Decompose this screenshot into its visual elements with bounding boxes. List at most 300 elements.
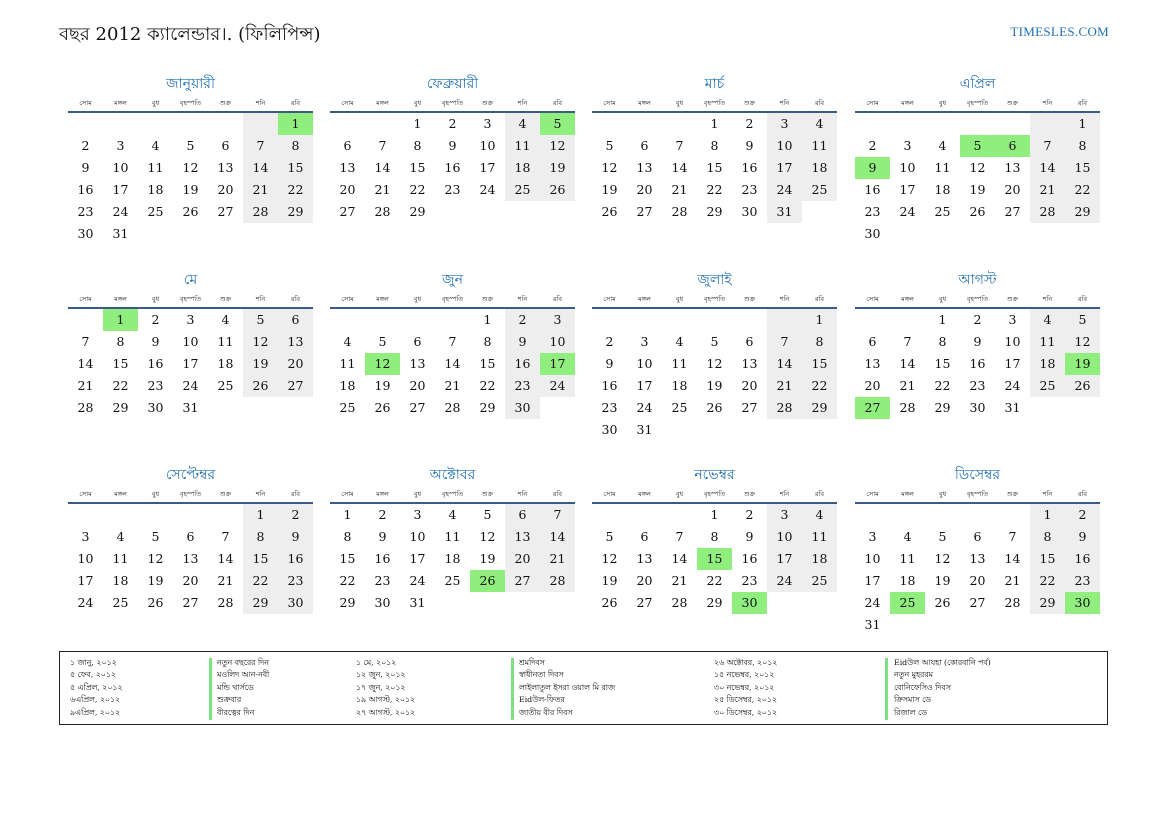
date-cell[interactable]: 31 bbox=[1004, 400, 1021, 415]
date-cell[interactable]: 29 bbox=[112, 400, 129, 415]
date-cell[interactable]: 30 bbox=[741, 204, 758, 219]
date-cell[interactable]: 12 bbox=[969, 160, 986, 175]
date-cell[interactable]: 20 bbox=[339, 182, 356, 197]
date-cell[interactable]: 22 bbox=[802, 375, 837, 397]
date-cell[interactable]: 18 bbox=[339, 378, 356, 393]
date-cell[interactable]: 20 bbox=[278, 353, 313, 375]
holiday-date-cell[interactable]: 30 bbox=[1065, 592, 1100, 614]
date-cell[interactable]: 5 bbox=[938, 529, 947, 544]
date-cell[interactable]: 11 bbox=[934, 160, 951, 175]
date-cell[interactable]: 29 bbox=[479, 400, 496, 415]
date-cell[interactable]: 11 bbox=[1030, 331, 1065, 353]
date-cell[interactable]: 25 bbox=[802, 179, 837, 201]
date-cell[interactable]: 26 bbox=[601, 204, 618, 219]
date-cell[interactable]: 27 bbox=[182, 595, 199, 610]
date-cell[interactable]: 27 bbox=[217, 204, 234, 219]
date-cell[interactable]: 17 bbox=[767, 548, 802, 570]
date-cell[interactable]: 23 bbox=[278, 570, 313, 592]
date-cell[interactable]: 25 bbox=[147, 204, 164, 219]
date-cell[interactable]: 31 bbox=[636, 422, 653, 437]
date-cell[interactable]: 19 bbox=[243, 353, 278, 375]
date-cell[interactable]: 25 bbox=[339, 400, 356, 415]
date-cell[interactable]: 3 bbox=[640, 334, 649, 349]
date-cell[interactable]: 10 bbox=[899, 160, 916, 175]
date-cell[interactable]: 29 bbox=[706, 204, 723, 219]
date-cell[interactable]: 31 bbox=[767, 201, 802, 223]
date-cell[interactable]: 4 bbox=[343, 334, 352, 349]
date-cell[interactable]: 25 bbox=[802, 570, 837, 592]
date-cell[interactable]: 17 bbox=[409, 551, 426, 566]
date-cell[interactable]: 21 bbox=[899, 378, 916, 393]
holiday-date-cell[interactable]: 5 bbox=[540, 113, 575, 135]
date-cell[interactable]: 28 bbox=[217, 595, 234, 610]
date-cell[interactable]: 7 bbox=[448, 334, 457, 349]
date-cell[interactable]: 1 bbox=[413, 116, 422, 131]
date-cell[interactable]: 5 bbox=[1065, 309, 1100, 331]
date-cell[interactable]: 24 bbox=[409, 573, 426, 588]
date-cell[interactable]: 19 bbox=[479, 551, 496, 566]
date-cell[interactable]: 12 bbox=[601, 160, 618, 175]
date-cell[interactable]: 27 bbox=[636, 204, 653, 219]
date-cell[interactable]: 7 bbox=[1008, 529, 1017, 544]
date-cell[interactable]: 21 bbox=[1004, 573, 1021, 588]
date-cell[interactable]: 18 bbox=[112, 573, 129, 588]
date-cell[interactable]: 6 bbox=[640, 138, 649, 153]
date-cell[interactable]: 6 bbox=[973, 529, 982, 544]
date-cell[interactable]: 25 bbox=[671, 400, 688, 415]
date-cell[interactable]: 8 bbox=[343, 529, 352, 544]
date-cell[interactable]: 15 bbox=[243, 548, 278, 570]
date-cell[interactable]: 8 bbox=[1065, 135, 1100, 157]
date-cell[interactable]: 3 bbox=[540, 309, 575, 331]
date-cell[interactable]: 2 bbox=[448, 116, 457, 131]
date-cell[interactable]: 26 bbox=[969, 204, 986, 219]
date-cell[interactable]: 20 bbox=[217, 182, 234, 197]
date-cell[interactable]: 18 bbox=[1030, 353, 1065, 375]
date-cell[interactable]: 16 bbox=[147, 356, 164, 371]
date-cell[interactable]: 18 bbox=[147, 182, 164, 197]
date-cell[interactable]: 30 bbox=[77, 226, 94, 241]
date-cell[interactable]: 31 bbox=[864, 617, 881, 632]
date-cell[interactable]: 29 bbox=[1030, 592, 1065, 614]
date-cell[interactable]: 24 bbox=[77, 595, 94, 610]
date-cell[interactable]: 24 bbox=[540, 375, 575, 397]
date-cell[interactable]: 22 bbox=[112, 378, 129, 393]
date-cell[interactable]: 13 bbox=[505, 526, 540, 548]
date-cell[interactable]: 19 bbox=[969, 182, 986, 197]
date-cell[interactable]: 5 bbox=[605, 529, 614, 544]
date-cell[interactable]: 18 bbox=[444, 551, 461, 566]
holiday-date-cell[interactable]: 9 bbox=[855, 157, 890, 179]
date-cell[interactable]: 16 bbox=[864, 182, 881, 197]
date-cell[interactable]: 9 bbox=[505, 331, 540, 353]
date-cell[interactable]: 15 bbox=[278, 157, 313, 179]
date-cell[interactable]: 14 bbox=[217, 551, 234, 566]
date-cell[interactable]: 17 bbox=[1004, 356, 1021, 371]
date-cell[interactable]: 18 bbox=[899, 573, 916, 588]
date-cell[interactable]: 16 bbox=[444, 160, 461, 175]
date-cell[interactable]: 8 bbox=[116, 334, 125, 349]
holiday-date-cell[interactable]: 1 bbox=[278, 113, 313, 135]
date-cell[interactable]: 3 bbox=[116, 138, 125, 153]
date-cell[interactable]: 12 bbox=[182, 160, 199, 175]
date-cell[interactable]: 6 bbox=[278, 309, 313, 331]
date-cell[interactable]: 8 bbox=[1030, 526, 1065, 548]
date-cell[interactable]: 27 bbox=[339, 204, 356, 219]
date-cell[interactable]: 12 bbox=[540, 135, 575, 157]
date-cell[interactable]: 27 bbox=[741, 400, 758, 415]
date-cell[interactable]: 28 bbox=[444, 400, 461, 415]
date-cell[interactable]: 5 bbox=[151, 529, 160, 544]
date-cell[interactable]: 20 bbox=[636, 573, 653, 588]
date-cell[interactable]: 13 bbox=[278, 331, 313, 353]
date-cell[interactable]: 16 bbox=[741, 160, 758, 175]
date-cell[interactable]: 14 bbox=[1004, 551, 1021, 566]
date-cell[interactable]: 7 bbox=[540, 504, 575, 526]
date-cell[interactable]: 10 bbox=[767, 526, 802, 548]
date-cell[interactable]: 22 bbox=[1030, 570, 1065, 592]
date-cell[interactable]: 15 bbox=[112, 356, 129, 371]
date-cell[interactable]: 11 bbox=[217, 334, 234, 349]
date-cell[interactable]: 19 bbox=[601, 182, 618, 197]
date-cell[interactable]: 19 bbox=[374, 378, 391, 393]
date-cell[interactable]: 4 bbox=[116, 529, 125, 544]
date-cell[interactable]: 23 bbox=[741, 573, 758, 588]
date-cell[interactable]: 8 bbox=[710, 138, 719, 153]
date-cell[interactable]: 5 bbox=[605, 138, 614, 153]
date-cell[interactable]: 3 bbox=[413, 507, 422, 522]
date-cell[interactable]: 12 bbox=[706, 356, 723, 371]
date-cell[interactable]: 29 bbox=[706, 595, 723, 610]
date-cell[interactable]: 20 bbox=[182, 573, 199, 588]
date-cell[interactable]: 6 bbox=[640, 529, 649, 544]
date-cell[interactable]: 11 bbox=[899, 551, 916, 566]
date-cell[interactable]: 16 bbox=[969, 356, 986, 371]
date-cell[interactable]: 17 bbox=[636, 378, 653, 393]
date-cell[interactable]: 2 bbox=[278, 504, 313, 526]
date-cell[interactable]: 15 bbox=[934, 356, 951, 371]
date-cell[interactable]: 17 bbox=[479, 160, 496, 175]
date-cell[interactable]: 15 bbox=[339, 551, 356, 566]
date-cell[interactable]: 23 bbox=[374, 573, 391, 588]
date-cell[interactable]: 25 bbox=[505, 179, 540, 201]
date-cell[interactable]: 1 bbox=[802, 309, 837, 331]
date-cell[interactable]: 10 bbox=[1004, 334, 1021, 349]
date-cell[interactable]: 19 bbox=[706, 378, 723, 393]
date-cell[interactable]: 17 bbox=[767, 157, 802, 179]
date-cell[interactable]: 10 bbox=[112, 160, 129, 175]
date-cell[interactable]: 1 bbox=[1065, 113, 1100, 135]
date-cell[interactable]: 18 bbox=[671, 378, 688, 393]
date-cell[interactable]: 26 bbox=[934, 595, 951, 610]
date-cell[interactable]: 7 bbox=[243, 135, 278, 157]
date-cell[interactable]: 3 bbox=[81, 529, 90, 544]
date-cell[interactable]: 12 bbox=[479, 529, 496, 544]
date-cell[interactable]: 2 bbox=[1065, 504, 1100, 526]
date-cell[interactable]: 7 bbox=[81, 334, 90, 349]
date-cell[interactable]: 19 bbox=[601, 573, 618, 588]
date-cell[interactable]: 13 bbox=[217, 160, 234, 175]
date-cell[interactable]: 14 bbox=[77, 356, 94, 371]
holiday-date-cell[interactable]: 25 bbox=[890, 592, 925, 614]
date-cell[interactable]: 22 bbox=[278, 179, 313, 201]
date-cell[interactable]: 25 bbox=[112, 595, 129, 610]
date-cell[interactable]: 18 bbox=[217, 356, 234, 371]
date-cell[interactable]: 21 bbox=[444, 378, 461, 393]
date-cell[interactable]: 25 bbox=[217, 378, 234, 393]
date-cell[interactable]: 13 bbox=[1004, 160, 1021, 175]
date-cell[interactable]: 8 bbox=[243, 526, 278, 548]
date-cell[interactable]: 10 bbox=[864, 551, 881, 566]
date-cell[interactable]: 7 bbox=[221, 529, 230, 544]
date-cell[interactable]: 14 bbox=[374, 160, 391, 175]
date-cell[interactable]: 22 bbox=[339, 573, 356, 588]
date-cell[interactable]: 9 bbox=[745, 529, 754, 544]
date-cell[interactable]: 2 bbox=[151, 312, 160, 327]
date-cell[interactable]: 28 bbox=[540, 570, 575, 592]
date-cell[interactable]: 7 bbox=[1030, 135, 1065, 157]
date-cell[interactable]: 4 bbox=[802, 504, 837, 526]
date-cell[interactable]: 1 bbox=[243, 504, 278, 526]
date-cell[interactable]: 3 bbox=[767, 504, 802, 526]
holiday-date-cell[interactable]: 15 bbox=[697, 548, 732, 570]
date-cell[interactable]: 30 bbox=[864, 226, 881, 241]
date-cell[interactable]: 9 bbox=[973, 334, 982, 349]
date-cell[interactable]: 25 bbox=[1030, 375, 1065, 397]
date-cell[interactable]: 26 bbox=[601, 595, 618, 610]
date-cell[interactable]: 31 bbox=[409, 595, 426, 610]
date-cell[interactable]: 13 bbox=[969, 551, 986, 566]
date-cell[interactable]: 9 bbox=[378, 529, 387, 544]
date-cell[interactable]: 28 bbox=[671, 204, 688, 219]
date-cell[interactable]: 10 bbox=[409, 529, 426, 544]
date-cell[interactable]: 8 bbox=[413, 138, 422, 153]
date-cell[interactable]: 1 bbox=[483, 312, 492, 327]
date-cell[interactable]: 10 bbox=[479, 138, 496, 153]
date-cell[interactable]: 10 bbox=[767, 135, 802, 157]
date-cell[interactable]: 5 bbox=[186, 138, 195, 153]
date-cell[interactable]: 26 bbox=[374, 400, 391, 415]
date-cell[interactable]: 2 bbox=[745, 507, 754, 522]
date-cell[interactable]: 26 bbox=[706, 400, 723, 415]
date-cell[interactable]: 15 bbox=[706, 160, 723, 175]
date-cell[interactable]: 2 bbox=[745, 116, 754, 131]
date-cell[interactable]: 8 bbox=[710, 529, 719, 544]
date-cell[interactable]: 30 bbox=[278, 592, 313, 614]
date-cell[interactable]: 3 bbox=[767, 113, 802, 135]
date-cell[interactable]: 23 bbox=[77, 204, 94, 219]
date-cell[interactable]: 6 bbox=[505, 504, 540, 526]
date-cell[interactable]: 15 bbox=[479, 356, 496, 371]
date-cell[interactable]: 8 bbox=[483, 334, 492, 349]
date-cell[interactable]: 30 bbox=[601, 422, 618, 437]
date-cell[interactable]: 10 bbox=[182, 334, 199, 349]
date-cell[interactable]: 2 bbox=[81, 138, 90, 153]
date-cell[interactable]: 10 bbox=[77, 551, 94, 566]
date-cell[interactable]: 23 bbox=[864, 204, 881, 219]
date-cell[interactable]: 13 bbox=[182, 551, 199, 566]
date-cell[interactable]: 18 bbox=[802, 157, 837, 179]
date-cell[interactable]: 1 bbox=[1030, 504, 1065, 526]
date-cell[interactable]: 6 bbox=[221, 138, 230, 153]
date-cell[interactable]: 13 bbox=[741, 356, 758, 371]
date-cell[interactable]: 23 bbox=[969, 378, 986, 393]
date-cell[interactable]: 27 bbox=[636, 595, 653, 610]
date-cell[interactable]: 9 bbox=[745, 138, 754, 153]
date-cell[interactable]: 17 bbox=[899, 182, 916, 197]
date-cell[interactable]: 16 bbox=[374, 551, 391, 566]
date-cell[interactable]: 6 bbox=[868, 334, 877, 349]
date-cell[interactable]: 13 bbox=[864, 356, 881, 371]
date-cell[interactable]: 14 bbox=[767, 353, 802, 375]
date-cell[interactable]: 27 bbox=[1004, 204, 1021, 219]
date-cell[interactable]: 25 bbox=[444, 573, 461, 588]
date-cell[interactable]: 4 bbox=[675, 334, 684, 349]
date-cell[interactable]: 15 bbox=[1065, 157, 1100, 179]
date-cell[interactable]: 7 bbox=[767, 331, 802, 353]
date-cell[interactable]: 20 bbox=[864, 378, 881, 393]
date-cell[interactable]: 5 bbox=[378, 334, 387, 349]
date-cell[interactable]: 29 bbox=[409, 204, 426, 219]
date-cell[interactable]: 28 bbox=[243, 201, 278, 223]
date-cell[interactable]: 3 bbox=[483, 116, 492, 131]
date-cell[interactable]: 30 bbox=[374, 595, 391, 610]
date-cell[interactable]: 23 bbox=[505, 375, 540, 397]
date-cell[interactable]: 21 bbox=[671, 182, 688, 197]
date-cell[interactable]: 1 bbox=[710, 116, 719, 131]
date-cell[interactable]: 24 bbox=[182, 378, 199, 393]
date-cell[interactable]: 26 bbox=[243, 375, 278, 397]
holiday-date-cell[interactable]: 30 bbox=[732, 592, 767, 614]
date-cell[interactable]: 16 bbox=[77, 182, 94, 197]
date-cell[interactable]: 2 bbox=[505, 309, 540, 331]
date-cell[interactable]: 11 bbox=[505, 135, 540, 157]
holiday-date-cell[interactable]: 5 bbox=[960, 135, 995, 157]
date-cell[interactable]: 21 bbox=[767, 375, 802, 397]
date-cell[interactable]: 22 bbox=[479, 378, 496, 393]
date-cell[interactable]: 9 bbox=[81, 160, 90, 175]
date-cell[interactable]: 30 bbox=[969, 400, 986, 415]
date-cell[interactable]: 5 bbox=[243, 309, 278, 331]
date-cell[interactable]: 16 bbox=[278, 548, 313, 570]
date-cell[interactable]: 28 bbox=[1030, 201, 1065, 223]
holiday-date-cell[interactable]: 12 bbox=[365, 353, 400, 375]
date-cell[interactable]: 30 bbox=[147, 400, 164, 415]
date-cell[interactable]: 11 bbox=[147, 160, 164, 175]
date-cell[interactable]: 24 bbox=[112, 204, 129, 219]
date-cell[interactable]: 5 bbox=[710, 334, 719, 349]
date-cell[interactable]: 31 bbox=[182, 400, 199, 415]
date-cell[interactable]: 17 bbox=[182, 356, 199, 371]
date-cell[interactable]: 28 bbox=[1004, 595, 1021, 610]
date-cell[interactable]: 26 bbox=[540, 179, 575, 201]
date-cell[interactable]: 23 bbox=[147, 378, 164, 393]
date-cell[interactable]: 23 bbox=[444, 182, 461, 197]
date-cell[interactable]: 20 bbox=[505, 548, 540, 570]
date-cell[interactable]: 14 bbox=[243, 157, 278, 179]
date-cell[interactable]: 20 bbox=[741, 378, 758, 393]
date-cell[interactable]: 29 bbox=[243, 592, 278, 614]
date-cell[interactable]: 16 bbox=[1065, 548, 1100, 570]
date-cell[interactable]: 28 bbox=[671, 595, 688, 610]
date-cell[interactable]: 24 bbox=[1004, 378, 1021, 393]
date-cell[interactable]: 20 bbox=[409, 378, 426, 393]
date-cell[interactable]: 23 bbox=[601, 400, 618, 415]
date-cell[interactable]: 13 bbox=[409, 356, 426, 371]
date-cell[interactable]: 11 bbox=[444, 529, 461, 544]
date-cell[interactable]: 28 bbox=[77, 400, 94, 415]
date-cell[interactable]: 20 bbox=[636, 182, 653, 197]
date-cell[interactable]: 21 bbox=[540, 548, 575, 570]
date-cell[interactable]: 12 bbox=[1065, 331, 1100, 353]
date-cell[interactable]: 9 bbox=[151, 334, 160, 349]
date-cell[interactable]: 16 bbox=[505, 353, 540, 375]
date-cell[interactable]: 12 bbox=[601, 551, 618, 566]
date-cell[interactable]: 8 bbox=[278, 135, 313, 157]
holiday-date-cell[interactable]: 26 bbox=[470, 570, 505, 592]
date-cell[interactable]: 12 bbox=[243, 331, 278, 353]
date-cell[interactable]: 11 bbox=[671, 356, 688, 371]
date-cell[interactable]: 17 bbox=[77, 573, 94, 588]
date-cell[interactable]: 23 bbox=[1065, 570, 1100, 592]
date-cell[interactable]: 6 bbox=[343, 138, 352, 153]
date-cell[interactable]: 12 bbox=[934, 551, 951, 566]
date-cell[interactable]: 15 bbox=[1030, 548, 1065, 570]
date-cell[interactable]: 2 bbox=[868, 138, 877, 153]
date-cell[interactable]: 26 bbox=[182, 204, 199, 219]
date-cell[interactable]: 8 bbox=[938, 334, 947, 349]
date-cell[interactable]: 21 bbox=[243, 179, 278, 201]
holiday-date-cell[interactable]: 6 bbox=[995, 135, 1030, 157]
date-cell[interactable]: 1 bbox=[343, 507, 352, 522]
date-cell[interactable]: 2 bbox=[378, 507, 387, 522]
date-cell[interactable]: 22 bbox=[409, 182, 426, 197]
date-cell[interactable]: 21 bbox=[77, 378, 94, 393]
date-cell[interactable]: 10 bbox=[540, 331, 575, 353]
date-cell[interactable]: 4 bbox=[505, 113, 540, 135]
date-cell[interactable]: 4 bbox=[448, 507, 457, 522]
date-cell[interactable]: 23 bbox=[741, 182, 758, 197]
date-cell[interactable]: 13 bbox=[339, 160, 356, 175]
date-cell[interactable]: 21 bbox=[217, 573, 234, 588]
holiday-date-cell[interactable]: 19 bbox=[1065, 353, 1100, 375]
date-cell[interactable]: 19 bbox=[182, 182, 199, 197]
date-cell[interactable]: 24 bbox=[636, 400, 653, 415]
date-cell[interactable]: 18 bbox=[934, 182, 951, 197]
date-cell[interactable]: 24 bbox=[864, 595, 881, 610]
holiday-date-cell[interactable]: 17 bbox=[540, 353, 575, 375]
date-cell[interactable]: 24 bbox=[767, 179, 802, 201]
date-cell[interactable]: 15 bbox=[802, 353, 837, 375]
date-cell[interactable]: 29 bbox=[278, 201, 313, 223]
date-cell[interactable]: 28 bbox=[899, 400, 916, 415]
date-cell[interactable]: 1 bbox=[938, 312, 947, 327]
date-cell[interactable]: 4 bbox=[151, 138, 160, 153]
date-cell[interactable]: 26 bbox=[147, 595, 164, 610]
date-cell[interactable]: 17 bbox=[112, 182, 129, 197]
date-cell[interactable]: 18 bbox=[505, 157, 540, 179]
date-cell[interactable]: 14 bbox=[540, 526, 575, 548]
date-cell[interactable]: 21 bbox=[1030, 179, 1065, 201]
date-cell[interactable]: 28 bbox=[767, 397, 802, 419]
date-cell[interactable]: 3 bbox=[1008, 312, 1017, 327]
date-cell[interactable]: 10 bbox=[636, 356, 653, 371]
date-cell[interactable]: 5 bbox=[483, 507, 492, 522]
date-cell[interactable]: 16 bbox=[601, 378, 618, 393]
date-cell[interactable]: 6 bbox=[745, 334, 754, 349]
date-cell[interactable]: 7 bbox=[675, 529, 684, 544]
date-cell[interactable]: 11 bbox=[802, 526, 837, 548]
